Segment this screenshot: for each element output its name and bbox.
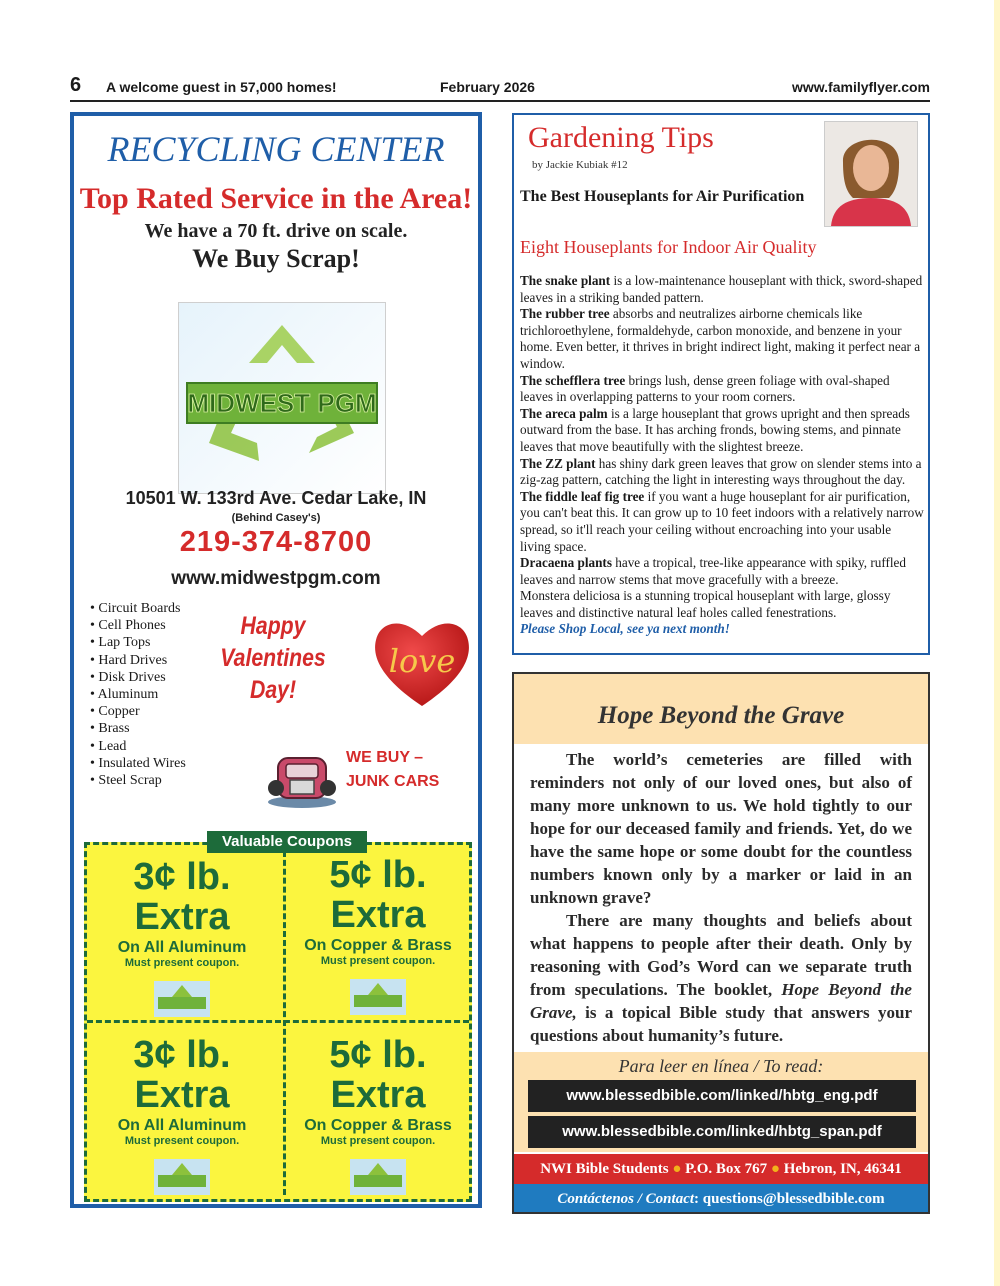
plant-text: brings lush, dense green foliage with oval-shaped leaves in overlapping patterns to your room corners. <box>520 372 890 405</box>
plant-name: The rubber tree <box>520 306 610 322</box>
contact-email[interactable]: questions@blessedbible.com <box>702 1191 885 1207</box>
plant-paragraph <box>520 373 924 406</box>
plant-paragraph <box>520 456 924 489</box>
list-item: • Insulated Wires <box>90 755 186 772</box>
coupon-desc: On All Aluminum <box>117 939 247 956</box>
coupon-desc: On Copper & Brass <box>304 1117 452 1134</box>
hope-text: is a topical Bible study that answers your questions about humanity’s future. <box>530 1003 912 1045</box>
coupon-amount: 5¢ lb. <box>329 854 427 896</box>
plant-paragraph <box>520 555 924 588</box>
bullet-icon: ● <box>672 1161 686 1177</box>
coupon-aluminum[interactable] <box>87 857 277 1022</box>
coupon-extra: Extra <box>134 1074 230 1116</box>
plant-text: have a tropical, tree-like appearance with spiky, ruffled leaves and narrow stems that move gracefully with a breeze. <box>520 555 906 587</box>
recycling-headline: Top Rated Service in the Area! <box>79 182 473 215</box>
midwest-pgm-logo <box>178 302 386 494</box>
coupons-label: Valuable Coupons <box>207 831 367 853</box>
page-number: 6 <box>70 74 82 96</box>
gardening-section-title: Eight Houseplants for Indoor Air Quality <box>520 237 817 257</box>
list-item: • Copper <box>90 703 186 720</box>
gardening-tips <box>512 113 930 655</box>
plant-text: Monstera deliciosa is a stunning tropical houseplant with large, glossy leaves and distinctive natural leaf holes called fenestrations. <box>520 588 891 620</box>
coupon-extra: Extra <box>330 1074 426 1116</box>
list-item: • Aluminum <box>90 686 186 703</box>
recycling-website[interactable]: www.midwestpgm.com <box>171 568 381 589</box>
header-website[interactable]: www.familyflyer.com <box>792 79 930 95</box>
coupon-note: Must present coupon. <box>124 957 240 969</box>
coupon-block <box>84 833 472 1202</box>
valentine-line: Valentines <box>220 644 326 672</box>
hope-beyond-grave-ad <box>512 672 930 1214</box>
bullet-icon: ● <box>770 1161 784 1177</box>
coupon-copper-brass[interactable] <box>283 855 473 1020</box>
list-item: • Lead <box>90 738 186 755</box>
header-tagline: A welcome guest in 57,000 homes! <box>106 79 337 95</box>
coupon-note: Must present coupon. <box>320 1135 436 1147</box>
junk-car-icon <box>264 748 340 812</box>
coupon-extra: Extra <box>330 894 426 936</box>
author-photo <box>824 121 918 227</box>
coupon-extra: Extra <box>134 896 230 938</box>
list-item: • Disk Drives <box>90 669 186 686</box>
mini-logo-icon <box>350 1159 406 1195</box>
valentine-line: Day! <box>249 676 297 704</box>
gardening-article <box>520 273 924 638</box>
plant-paragraph <box>520 489 924 555</box>
plant-paragraph <box>520 406 924 456</box>
list-item: • Steel Scrap <box>90 772 186 789</box>
list-item: • Lap Tops <box>90 634 186 651</box>
plant-name: The areca palm <box>520 405 608 421</box>
plant-name: Dracaena plants <box>520 555 612 571</box>
gardening-title: Gardening Tips <box>528 121 714 154</box>
hope-body <box>530 748 912 1047</box>
link-english-pdf[interactable]: www.blessedbible.com/linked/hbtg_eng.pdf <box>528 1080 916 1112</box>
organization-bar <box>514 1154 928 1184</box>
heart-icon <box>370 612 474 712</box>
contact-label: Contáctenos / Contact <box>557 1191 695 1207</box>
coupon-amount: 3¢ lb. <box>133 856 231 898</box>
plant-paragraph <box>520 588 924 621</box>
coupon-desc: On Copper & Brass <box>304 937 452 954</box>
mini-logo-icon <box>350 979 406 1015</box>
coupon-amount: 5¢ lb. <box>329 1034 427 1076</box>
coupon-note: Must present coupon. <box>124 1135 240 1147</box>
contact-colon: : <box>694 1191 703 1207</box>
coupon-copper-brass[interactable] <box>283 1035 473 1200</box>
junk-cars-text <box>346 746 439 794</box>
coupon-aluminum[interactable] <box>87 1035 277 1200</box>
love-text: love <box>388 642 456 680</box>
org-po-box: P.O. Box 767 <box>685 1161 768 1177</box>
gardening-subtitle: The Best Houseplants for Air Purification <box>520 188 805 205</box>
plant-text: absorbs and neutralizes airborne chemicals like trichloroethylene, formaldehyde, carbon monoxide, and benzene in your home. Even better, it thrives in bright indirect light, making it perfect near a window. <box>520 306 921 371</box>
page-header <box>70 74 930 102</box>
org-name: NWI Bible Students <box>540 1161 669 1177</box>
plant-name: The snake plant <box>520 273 611 288</box>
recycling-title: RECYCLING CENTER <box>107 129 445 169</box>
gardening-closing: Please Shop Local, see ya next month! <box>520 621 730 637</box>
list-item: • Circuit Boards <box>90 600 186 617</box>
plant-paragraph <box>520 306 924 372</box>
list-item: • Hard Drives <box>90 652 186 669</box>
plant-text: is a low-maintenance houseplant with thick, sword-shaped leaves in a striking banded pattern. <box>520 273 923 305</box>
valentine-line: Happy <box>240 612 306 640</box>
recycling-scale-line: We have a 70 ft. drive on scale. <box>144 220 408 242</box>
link-spanish-pdf[interactable]: www.blessedbible.com/linked/hbtg_span.pdf <box>528 1116 916 1148</box>
hope-title: Hope Beyond the Grave <box>597 702 845 729</box>
recycling-phone[interactable]: 219-374-8700 <box>179 526 373 558</box>
plant-text: is a large houseplant that grows upright and then spreads outward from the base. It has arching fronds, bowing stems, and pinnate leaves that move beautifully with the slightest breeze. <box>520 405 910 454</box>
list-item: • Cell Phones <box>90 617 186 634</box>
header-date: February 2026 <box>440 79 535 95</box>
plant-paragraph <box>520 273 924 306</box>
recycling-buy-scrap: We Buy Scrap! <box>192 244 360 273</box>
plant-name: The ZZ plant <box>520 455 596 471</box>
plant-name: The fiddle leaf fig tree <box>520 488 645 504</box>
read-online-label: Para leer en línea / To read: <box>618 1056 824 1076</box>
junk-line: JUNK CARS <box>346 773 440 790</box>
valentines-greeting <box>218 610 329 706</box>
recycling-address: 10501 W. 133rd Ave. Cedar Lake, IN <box>125 488 427 508</box>
author-portrait-icon <box>825 122 917 226</box>
logo-text: MIDWEST PGM <box>187 388 377 418</box>
recycling-address-note: (Behind Casey's) <box>231 512 321 524</box>
coupon-amount: 3¢ lb. <box>133 1034 231 1076</box>
contact-bar <box>514 1184 928 1214</box>
plant-name: The schefflera tree <box>520 372 626 388</box>
hope-paragraph: The world’s cemeteries are filled with reminders not only of our loved ones, but also of many more unknown to us. We hold tightly to our hope for our deceased family and friends. Yet, do we have the same hope or some doubt for the countless numbers known only by a marker or laid in an unknown grave? <box>530 750 912 907</box>
page-edge <box>994 0 1000 1286</box>
org-city: Hebron, IN, 46341 <box>783 1161 902 1177</box>
recycling-ad <box>70 112 482 1208</box>
plant-text: if you want a huge houseplant for air purification, you can't beat this. It can grow up to 10 feet indoors with a relatively narrow spread, so it'll reach your ceiling without encroaching into your usable living space. <box>520 488 924 554</box>
mini-logo-icon <box>154 1159 210 1195</box>
hope-text: There are many thoughts and beliefs about what happens to people after their death. Only by reasoning with God’s Word can we separate truth from speculations. The booklet, <box>530 911 912 999</box>
mini-logo-icon <box>154 981 210 1017</box>
scrap-item-list <box>90 600 186 789</box>
booklet-title: Hope Beyond the Grave, <box>530 980 912 1022</box>
coupon-note: Must present coupon. <box>320 955 436 967</box>
gardening-byline: by Jackie Kubiak #12 <box>532 159 628 171</box>
hope-paragraph <box>530 909 912 1047</box>
plant-text: has shiny dark green leaves that grow on slender stems into a zig-zag pattern, catching the light in interesting ways throughout the day. <box>520 455 922 488</box>
coupon-desc: On All Aluminum <box>117 1117 247 1134</box>
list-item: • Brass <box>90 720 186 737</box>
recycle-icon <box>179 303 385 493</box>
junk-line: WE BUY – <box>346 749 424 766</box>
